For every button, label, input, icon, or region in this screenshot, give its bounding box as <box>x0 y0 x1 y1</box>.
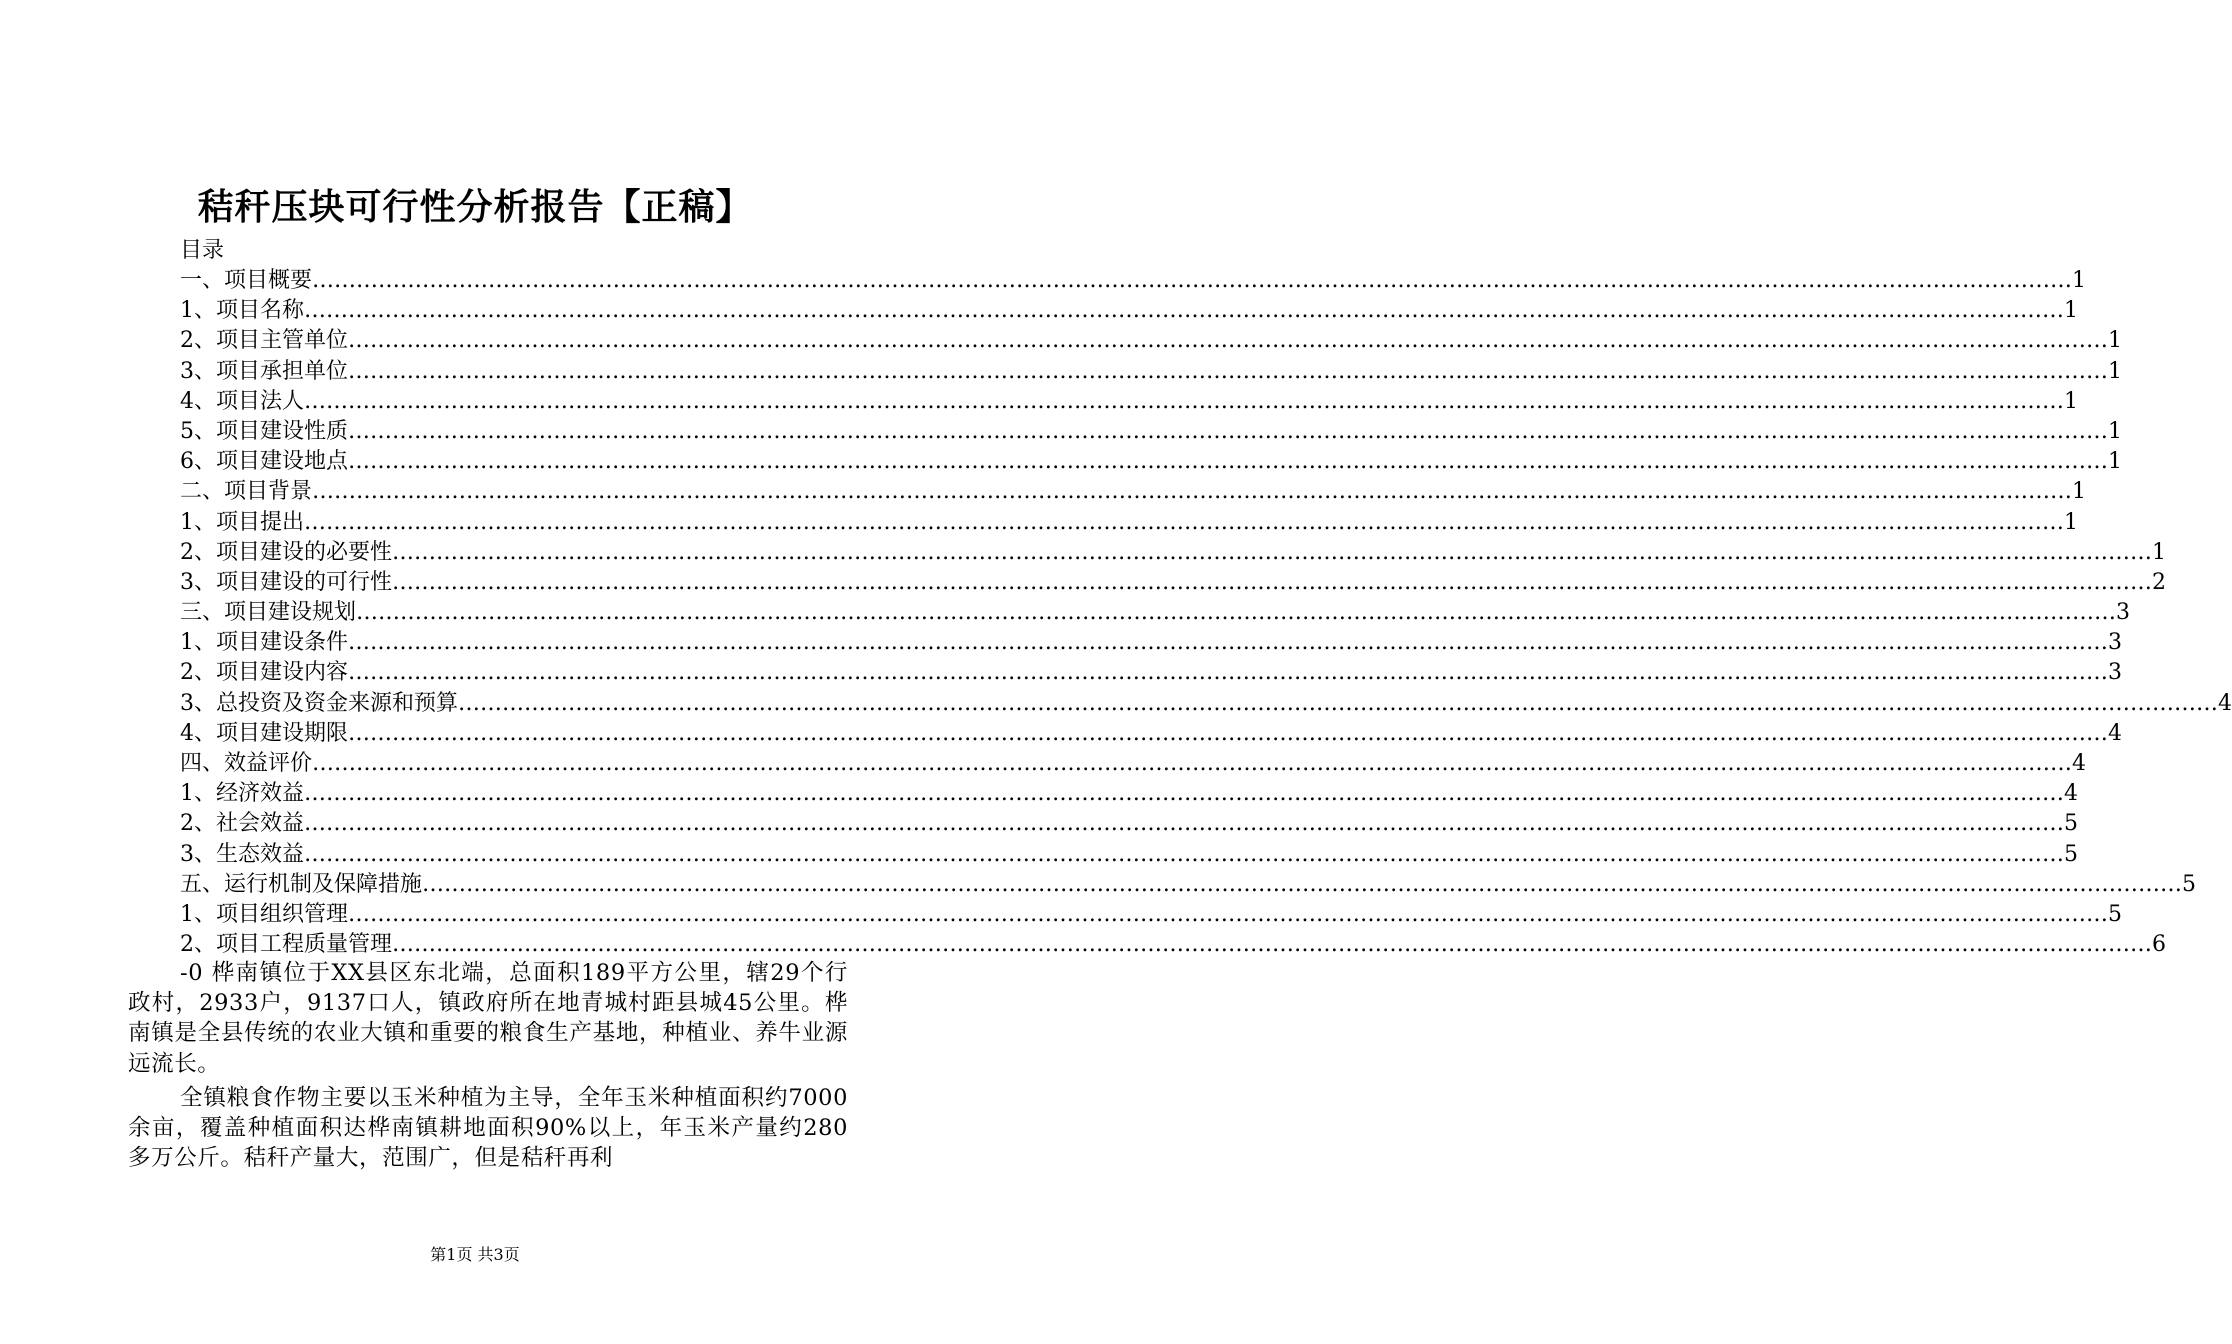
toc-entry-page: 5 <box>2064 811 2078 837</box>
toc-entry <box>180 689 2232 719</box>
toc-entry-label: 四、效益评价 <box>180 751 313 776</box>
toc-entry-page: 1 <box>2152 539 2166 565</box>
toc-entry <box>180 719 2122 749</box>
toc-heading: 目录 <box>180 238 225 263</box>
toc-entry <box>180 508 2078 538</box>
toc-entry-label: 2、项目建设的必要性 <box>180 539 392 565</box>
toc-entry-label: 2、项目主管单位 <box>180 328 348 354</box>
body-paragraph: -0 桦南镇位于XX县区东北端，总面积189平方公里，辖29个行政村，2933户，9137口人，镇政府所在地青城村距县城45公里。桦南镇是全县传统的农业大镇和重要的粮食生产基地，种植业、养牛业源远流长。 <box>128 960 848 1077</box>
toc-entry-page: 4 <box>2108 720 2122 746</box>
toc-entry-page: 1 <box>2108 449 2122 475</box>
toc-dot-leader: …………………………………………………………………………………………………………………………………………………………………………………………………………………… <box>312 268 2073 293</box>
toc-dot-leader: …………………………………………………………………………………………………………………………………………………………………………………………………………………… <box>392 569 2152 595</box>
toc-entry-label: 1、项目建设条件 <box>180 630 348 656</box>
toc-dot-leader: …………………………………………………………………………………………………………………………………………………………………………………………………………………… <box>392 932 2152 958</box>
toc-entry <box>180 266 2087 296</box>
toc-entry <box>180 417 2122 447</box>
toc-entry-label: 三、项目建设规划 <box>180 600 357 626</box>
toc-entry <box>180 930 2166 960</box>
toc-entry-page: 3 <box>2108 630 2122 656</box>
toc-entry-label: 1、经济效益 <box>180 781 304 807</box>
toc-entry-page: 1 <box>2064 298 2078 324</box>
toc-dot-leader: …………………………………………………………………………………………………………………………………………………………………………………………………………………… <box>304 781 2064 807</box>
toc-dot-leader: …………………………………………………………………………………………………………………………………………………………………………………………………………………… <box>348 901 2108 927</box>
toc-entry-label: 1、项目提出 <box>180 509 304 535</box>
toc-dot-leader: …………………………………………………………………………………………………………………………………………………………………………………………………………………… <box>392 539 2152 565</box>
toc-entry-label: 3、生态效益 <box>180 841 304 867</box>
toc-entry-page: 1 <box>2108 328 2122 354</box>
toc-dot-leader: …………………………………………………………………………………………………………………………………………………………………………………………………………………… <box>348 720 2108 746</box>
body-paragraph: 全镇粮食作物主要以玉米种植为主导，全年玉米种植面积约7000余亩，覆盖种植面积达桦南镇耕地面积90%以上，年玉米产量约280多万公斤。秸秆产量大，范围广，但是秸秆再利 <box>128 1084 848 1172</box>
toc-entry-page: 4 <box>2218 690 2232 716</box>
toc-entry <box>180 658 2122 688</box>
toc-dot-leader: …………………………………………………………………………………………………………………………………………………………………………………………………………………… <box>304 811 2064 837</box>
toc-entry <box>180 326 2122 356</box>
toc-entry-label: 4、项目法人 <box>180 388 304 414</box>
toc-entry-label: 3、项目承担单位 <box>180 358 348 384</box>
toc-entry-label: 3、项目建设的可行性 <box>180 569 392 595</box>
toc-entry-label: 1、项目名称 <box>180 298 304 324</box>
toc-entry-page: 1 <box>2108 418 2122 444</box>
toc-dot-leader: …………………………………………………………………………………………………………………………………………………………………………………………………………………… <box>422 871 2183 897</box>
toc-dot-leader: …………………………………………………………………………………………………………………………………………………………………………………………………………………… <box>348 660 2108 686</box>
toc-entry-page: 5 <box>2064 841 2078 867</box>
toc-entry <box>180 870 2197 900</box>
toc-entry-page: 2 <box>2152 569 2166 595</box>
toc-dot-leader: …………………………………………………………………………………………………………………………………………………………………………………………………………………… <box>356 600 2117 626</box>
toc-dot-leader: …………………………………………………………………………………………………………………………………………………………………………………………………………………… <box>312 479 2073 505</box>
toc-entry <box>180 900 2122 930</box>
toc-dot-leader: …………………………………………………………………………………………………………………………………………………………………………………………………………………… <box>348 449 2108 475</box>
table-of-contents <box>180 236 2232 960</box>
toc-entry-page: 4 <box>2072 751 2087 776</box>
toc-entry-label: 2、项目建设内容 <box>180 660 348 686</box>
toc-dot-leader: …………………………………………………………………………………………………………………………………………………………………………………………………………………… <box>304 509 2064 535</box>
toc-entry-page: 1 <box>2064 509 2078 535</box>
toc-entry-label: 二、项目背景 <box>180 479 313 505</box>
body-text <box>128 958 848 1173</box>
toc-entry-page: 3 <box>2108 660 2122 686</box>
toc-entry-label: 1、项目组织管理 <box>180 901 348 927</box>
toc-entry <box>180 598 2131 628</box>
toc-dot-leader: …………………………………………………………………………………………………………………………………………………………………………………………………………………… <box>312 751 2073 776</box>
toc-entry <box>180 568 2166 598</box>
toc-entry-label: 2、项目工程质量管理 <box>180 932 392 958</box>
toc-dot-leader: …………………………………………………………………………………………………………………………………………………………………………………………………………………… <box>458 690 2218 716</box>
toc-entry-page: 5 <box>2108 901 2122 927</box>
toc-dot-leader: …………………………………………………………………………………………………………………………………………………………………………………………………………………… <box>348 328 2108 354</box>
toc-entry-page: 1 <box>2072 268 2087 293</box>
toc-entry <box>180 387 2078 417</box>
toc-entry-page: 5 <box>2182 871 2197 897</box>
document-title: 秸秆压块可行性分析报告【正稿】 <box>197 187 753 228</box>
toc-dot-leader: …………………………………………………………………………………………………………………………………………………………………………………………………………………… <box>304 388 2064 414</box>
toc-entry-label: 5、项目建设性质 <box>180 418 348 444</box>
toc-entry <box>180 477 2087 507</box>
toc-dot-leader: …………………………………………………………………………………………………………………………………………………………………………………………………………………… <box>348 418 2108 444</box>
toc-entry-label: 五、运行机制及保障措施 <box>180 871 423 897</box>
toc-list <box>180 266 2232 960</box>
toc-entry-label: 4、项目建设期限 <box>180 720 348 746</box>
toc-entry-label: 一、项目概要 <box>180 268 313 293</box>
toc-entry-page: 1 <box>2072 479 2087 505</box>
toc-entry-label: 3、总投资及资金来源和预算 <box>180 690 458 716</box>
toc-dot-leader: …………………………………………………………………………………………………………………………………………………………………………………………………………………… <box>348 358 2108 384</box>
toc-entry-page: 1 <box>2064 388 2078 414</box>
toc-entry <box>180 538 2166 568</box>
toc-entry <box>180 779 2078 809</box>
toc-entry <box>180 840 2078 870</box>
toc-entry-page: 3 <box>2116 600 2131 626</box>
toc-entry-label: 6、项目建设地点 <box>180 449 348 475</box>
toc-entry <box>180 296 2078 326</box>
toc-entry <box>180 809 2078 839</box>
toc-entry-page: 6 <box>2152 932 2166 958</box>
toc-entry <box>180 447 2122 477</box>
toc-dot-leader: …………………………………………………………………………………………………………………………………………………………………………………………………………………… <box>348 630 2108 656</box>
toc-entry-page: 1 <box>2108 358 2122 384</box>
page-footer: 第1页 共3页 <box>430 1245 520 1264</box>
toc-entry <box>180 357 2122 387</box>
toc-entry-page: 4 <box>2064 781 2078 807</box>
toc-dot-leader: …………………………………………………………………………………………………………………………………………………………………………………………………………………… <box>304 298 2064 324</box>
toc-dot-leader: …………………………………………………………………………………………………………………………………………………………………………………………………………………… <box>304 841 2064 867</box>
toc-entry <box>180 749 2087 779</box>
toc-entry-label: 2、社会效益 <box>180 811 304 837</box>
toc-entry <box>180 628 2122 658</box>
